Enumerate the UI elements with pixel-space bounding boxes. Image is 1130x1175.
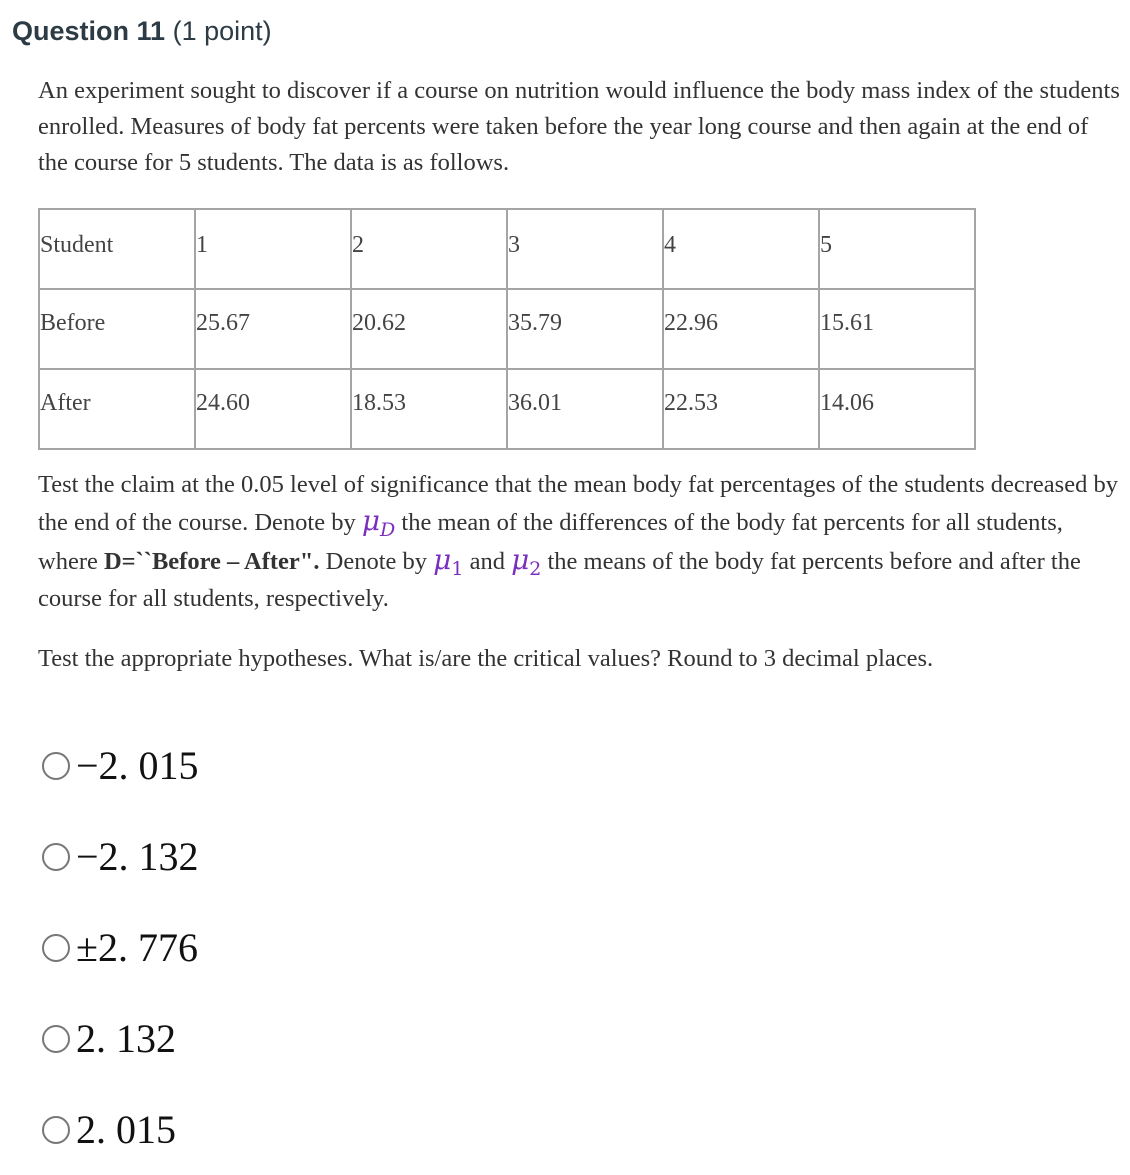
- claim-text-4: the means of the body fat percents before and after the course for all students, respectively.: [38, 548, 1081, 612]
- mu-d-symbol: $\mu_D$: [361, 504, 396, 541]
- difference-definition: D=``Before – After".: [103, 548, 320, 575]
- table-cell: 24.60: [195, 369, 351, 449]
- answer-option-3[interactable]: [42, 902, 199, 993]
- table-cell: 4: [663, 209, 819, 289]
- table-row-before: [39, 289, 975, 369]
- option-label: −2. 015: [76, 743, 199, 788]
- mu-2-symbol: $\mu_2$: [511, 543, 542, 580]
- claim-and: and: [463, 548, 512, 575]
- answer-option-1[interactable]: [42, 720, 199, 811]
- row-header-cell: Student: [39, 209, 195, 289]
- table-cell: 35.79: [507, 289, 663, 369]
- table-row-student: [39, 209, 975, 289]
- claim-text-2: the mean of the differences of the body fat percents for all students, where: [38, 509, 1063, 575]
- option-label: −2. 132: [76, 834, 199, 879]
- table-cell: 2: [351, 209, 507, 289]
- question-title: Question 11: [12, 16, 166, 46]
- option-label: 2. 015: [76, 1107, 176, 1152]
- table-cell: 1: [195, 209, 351, 289]
- claim-text-3: Denote by: [319, 548, 434, 575]
- question-header: [12, 16, 272, 47]
- question-points: (1 point): [172, 16, 272, 46]
- claim-paragraph: [38, 467, 1123, 617]
- table-cell: 15.61: [819, 289, 975, 369]
- table-cell: 36.01: [507, 369, 663, 449]
- answer-options: [42, 720, 199, 1175]
- question-prompt: Test the appropriate hypotheses. What is/are the critical values? Round to 3 decimal places.: [38, 645, 934, 672]
- question-intro: An experiment sought to discover if a course on nutrition would influence the body mass index of the students enrolled. Measures of body fat percents were taken before the year long course and then again at the end of the course for 5 students. The data is as follows.: [38, 77, 1120, 176]
- table-cell: 25.67: [195, 289, 351, 369]
- row-header-cell: Before: [39, 289, 195, 369]
- table-cell: 22.53: [663, 369, 819, 449]
- table-cell: 20.62: [351, 289, 507, 369]
- mu-1-symbol: $\mu_1$: [433, 543, 464, 580]
- answer-option-5[interactable]: [42, 1084, 199, 1175]
- table-cell: 3: [507, 209, 663, 289]
- radio-button[interactable]: [42, 752, 70, 780]
- answer-option-2[interactable]: [42, 811, 199, 902]
- radio-button[interactable]: [42, 1025, 70, 1053]
- option-label: ±2. 776: [76, 925, 198, 970]
- data-table: [38, 208, 976, 450]
- table-row-after: [39, 369, 975, 449]
- row-header-cell: After: [39, 369, 195, 449]
- table-cell: 5: [819, 209, 975, 289]
- claim-text-1: Test the claim at the 0.05 level of significance that the mean body fat percentages of the students decreased by the end of the course. Denote by: [38, 471, 1118, 536]
- table-cell: 22.96: [663, 289, 819, 369]
- table-cell: 18.53: [351, 369, 507, 449]
- table-cell: 14.06: [819, 369, 975, 449]
- answer-option-4[interactable]: [42, 993, 199, 1084]
- radio-button[interactable]: [42, 843, 70, 871]
- radio-button[interactable]: [42, 934, 70, 962]
- option-label: 2. 132: [76, 1016, 176, 1061]
- radio-button[interactable]: [42, 1116, 70, 1144]
